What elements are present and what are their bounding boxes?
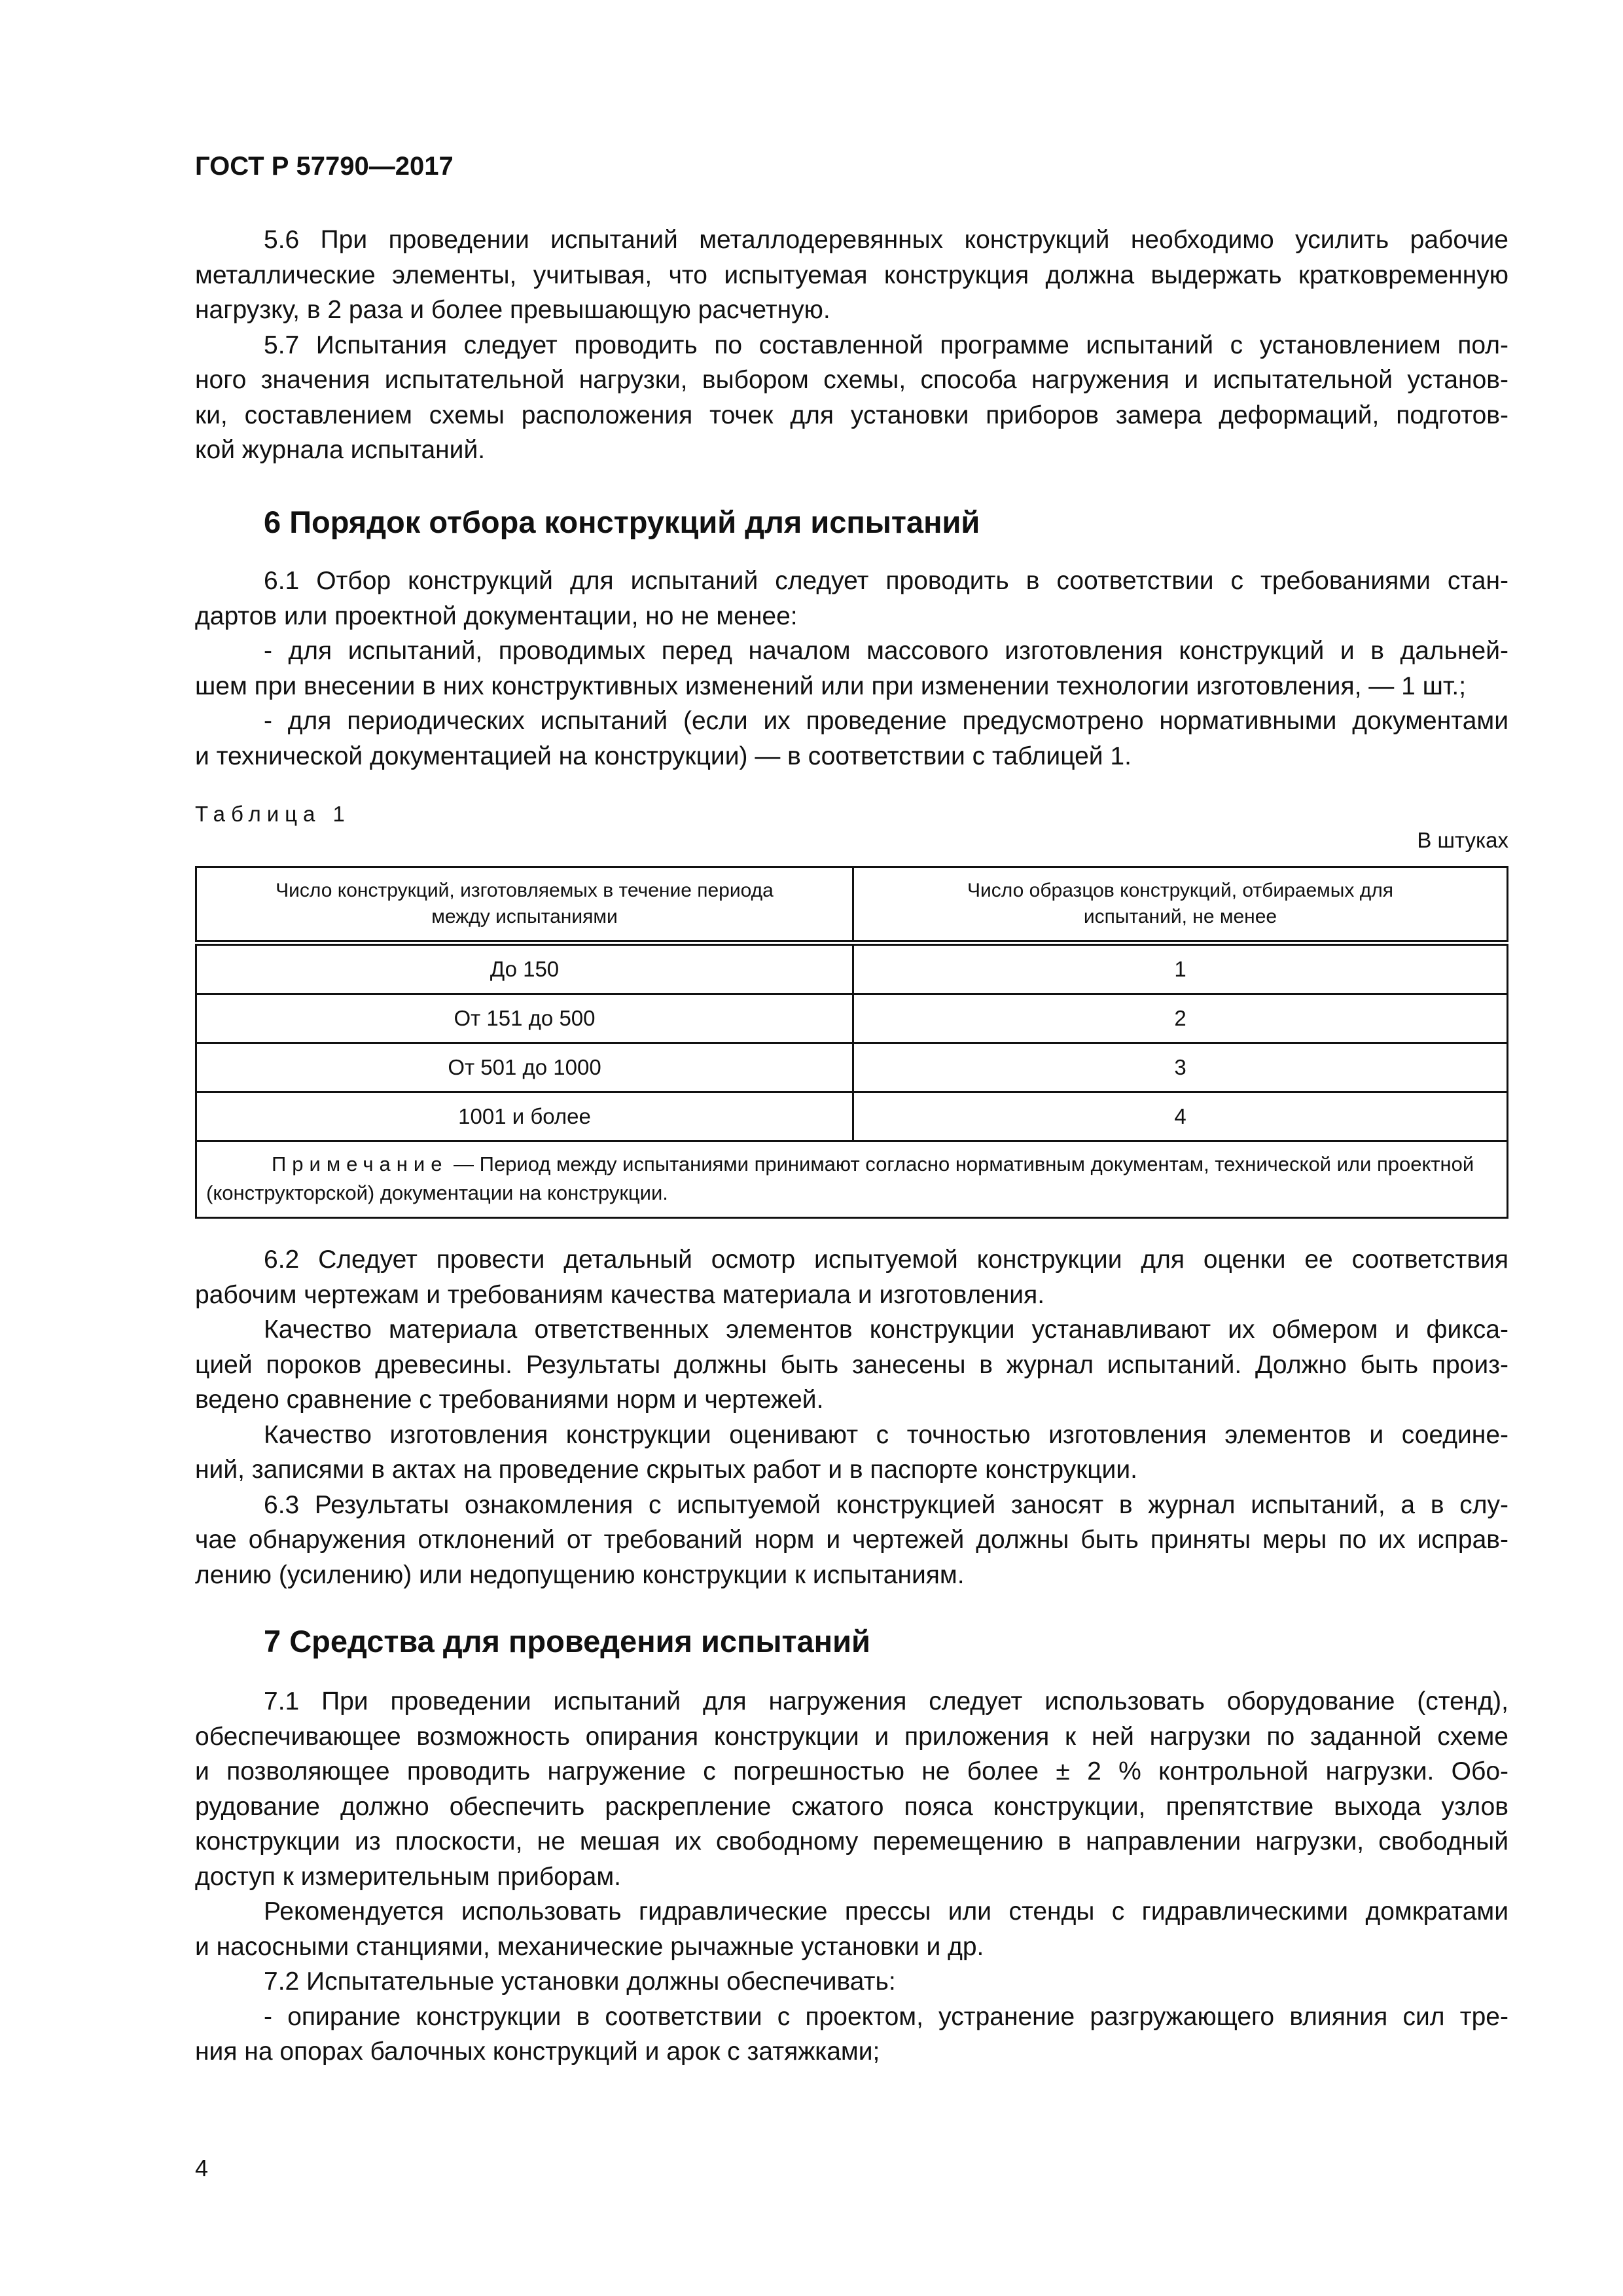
text-line: чае обнаружения отклонений от требований норм и чертежей должны быть приняты меры по их исправ-: [195, 1526, 1508, 1554]
text-line: рудование должно обеспечить раскрепление сжатого пояса конструкции, препятствие выхода узлов: [195, 1792, 1508, 1821]
text-line: доступ к измерительным приборам.: [195, 1862, 622, 1891]
text-line: 6.3 Результаты ознакомления с испытуемой конструкцией заносят в журнал испытаний, а в слу-: [264, 1490, 1508, 1519]
table-row: [196, 943, 1508, 994]
paragraph-6-1: [195, 564, 1508, 634]
text-line: ведено сравнение с требованиями норм и чертежей.: [195, 1386, 824, 1414]
table-row: [196, 994, 1508, 1043]
page-number: 4: [195, 2155, 209, 2181]
document-header: ГОСТ Р 57790—2017: [195, 152, 454, 181]
text-line: обеспечивающее возможность опирания конструкции и приложения к ней нагрузки по заданной схеме: [195, 1722, 1508, 1751]
paragraph-7-1: [195, 1684, 1508, 1894]
text-line: и позволяющее проводить нагружение с погрешностью не более ± 2 % контрольной нагрузки. Обо-: [195, 1757, 1508, 1785]
section-6-1-text: [195, 564, 1508, 774]
table-note: [196, 1141, 1508, 1218]
text-line: - для периодических испытаний (если их проведение предусмотрено нормативными документами: [264, 707, 1508, 735]
section-7-text: [195, 1684, 1508, 2070]
paragraph-material-quality: [195, 1312, 1508, 1418]
table-note-row: [196, 1141, 1508, 1218]
paragraph-5-7: [195, 328, 1508, 468]
text-line: ния на опорах балочных конструкций и арок с затяжками;: [195, 2037, 880, 2066]
text-line: 5.6 При проведении испытаний металлодеревянных конструкций необходимо усилить рабочие: [264, 226, 1508, 254]
table-cell: 2: [853, 994, 1508, 1043]
section-6-heading: 6 Порядок отбора конструкций для испытаний: [264, 505, 980, 539]
paragraph-6-2: [195, 1242, 1508, 1312]
paragraph-6-3: [195, 1488, 1508, 1593]
text-line: дартов или проектной документации, но не менее:: [195, 601, 798, 630]
list-item: [195, 704, 1508, 774]
text-line: Качество материала ответственных элементов конструкции устанавливают их обмером и фикса-: [264, 1316, 1508, 1344]
section-7-heading: 7 Средства для проведения испытаний: [264, 1624, 870, 1659]
text-line: цией пороков древесины. Результаты должны быть занесены в журнал испытаний. Должно быть произ-: [195, 1350, 1508, 1379]
text-line: - для испытаний, проводимых перед началом массового изготовления конструкций и в дальней-: [264, 637, 1508, 665]
text-line: Рекомендуется использовать гидравлические прессы или стенды с гидравлическими домкратами: [264, 1897, 1508, 1926]
table-cell: 1: [853, 943, 1508, 994]
table-caption: Таблица 1: [195, 802, 351, 826]
text-line: 7.2 Испытательные установки должны обеспечивать:: [264, 1967, 896, 1996]
text-line: шем при внесении в них конструктивных изменений или при изменении технологии изготовления, — 1 шт.;: [195, 672, 1467, 700]
section-6-2-text: [195, 1242, 1508, 1592]
text-line: ний, записями в актах на проведение скрытых работ и в паспорте конструкции.: [195, 1456, 1137, 1484]
text-line: - опирание конструкции в соответствии с проектом, устранение разгружающего влияния сил тре-: [264, 2002, 1508, 2031]
text-line: лению (усилению) или недопущению конструкции к испытаниям.: [195, 1560, 965, 1589]
table-cell: От 501 до 1000: [196, 1043, 853, 1092]
column-header-text: Число конструкций, изготовляемых в течение периода между испытаниями: [276, 880, 774, 927]
text-line: и насосными станциями, механические рычажные установки и др.: [195, 1932, 984, 1961]
list-item: [195, 634, 1508, 704]
column-header: [853, 867, 1508, 943]
table-units: В штуках: [1417, 828, 1508, 852]
column-header: [196, 867, 853, 943]
table-row: [196, 1092, 1508, 1141]
text-line: рабочим чертежам и требованиям качества материала и изготовления.: [195, 1280, 1045, 1309]
section-5-text: [195, 223, 1508, 468]
paragraph-recommendation: [195, 1894, 1508, 1964]
paragraph-manufacture-quality: [195, 1418, 1508, 1488]
text-line: Качество изготовления конструкции оценивают с точностью изготовления элементов и соедине-: [264, 1420, 1508, 1449]
table-header-row: [196, 867, 1508, 943]
paragraph-5-6: [195, 223, 1508, 328]
text-line: нагрузку, в 2 раза и более превышающую расчетную.: [195, 296, 830, 324]
text-line: 6.2 Следует провести детальный осмотр испытуемой конструкции для оценки ее соответствия: [264, 1246, 1508, 1274]
text-line: кой журнала испытаний.: [195, 436, 486, 464]
text-line: ного значения испытательной нагрузки, выбором схемы, способа нагружения и испытательной установ-: [195, 366, 1508, 394]
text-line: 7.1 При проведении испытаний для нагружения следует использовать оборудование (стенд),: [264, 1687, 1508, 1715]
note-label: Примечание: [272, 1153, 448, 1175]
table-cell: 3: [853, 1043, 1508, 1092]
text-line: конструкции из плоскости, не мешая их свободному перемещению в направлении нагрузки, свободный: [195, 1827, 1508, 1856]
text-line: ки, составлением схемы расположения точек для установки приборов замера деформаций, подготов-: [195, 401, 1508, 429]
column-header-text: Число образцов конструкций, отбираемых для испытаний, не менее: [967, 880, 1393, 927]
table-row: [196, 1043, 1508, 1092]
note-text: — Период между испытаниями принимают согласно нормативным документам, технической или проектной (конструкторской) документации на конструкции.: [206, 1153, 1474, 1204]
text-line: 6.1 Отбор конструкций для испытаний следует проводить в соответствии с требованиями стан-: [264, 567, 1508, 595]
text-line: и технической документацией на конструкции) — в соответствии с таблицей 1.: [195, 742, 1132, 770]
paragraph-7-2: [195, 1964, 1508, 2000]
table-cell: 1001 и более: [196, 1092, 853, 1141]
table-1: [195, 866, 1508, 1219]
list-item: [195, 2000, 1508, 2070]
text-line: металлические элементы, учитывая, что испытуемая конструкция должна выдержать кратковременную: [195, 260, 1508, 289]
table-cell: 4: [853, 1092, 1508, 1141]
table-cell: До 150: [196, 943, 853, 994]
text-line: 5.7 Испытания следует проводить по составленной программе испытаний с установлением пол-: [264, 331, 1508, 359]
table-cell: От 151 до 500: [196, 994, 853, 1043]
